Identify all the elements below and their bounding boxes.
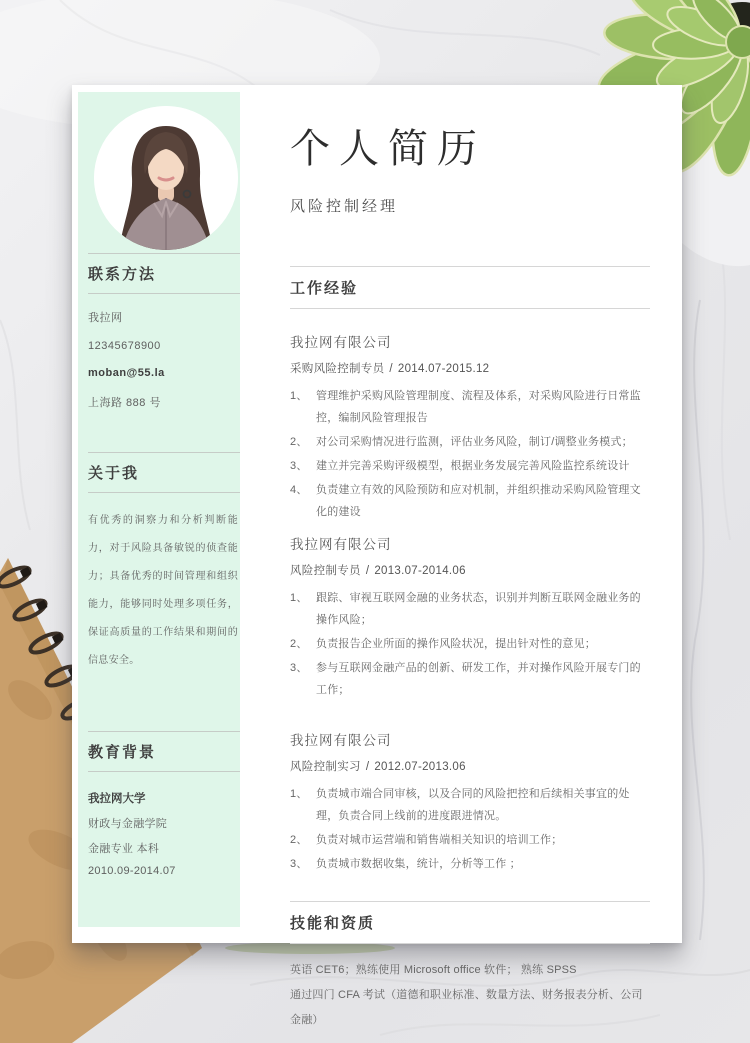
duty-list xyxy=(290,783,650,875)
role-period: 2013.07-2014.06 xyxy=(374,565,466,577)
job-entry xyxy=(290,729,650,875)
education-school: 我拉网大学 xyxy=(88,793,146,805)
education-heading: 教育背景 xyxy=(88,744,157,761)
divider xyxy=(290,308,650,309)
duty-item: 对公司采购情况进行监测，评估业务风险，制订/调整业务模式； xyxy=(316,436,633,448)
education-period: 2010.09-2014.07 xyxy=(88,865,176,877)
profile-photo xyxy=(94,106,238,250)
divider xyxy=(88,452,240,453)
duty-item: 跟踪、审视互联网金融的业务状态，识别并判断互联网金融业务的操作风险； xyxy=(316,592,641,626)
role-line xyxy=(290,562,650,578)
sidebar xyxy=(78,92,240,927)
divider xyxy=(88,731,240,732)
role-line xyxy=(290,360,650,376)
education-major: 金融专业 本科 xyxy=(88,843,160,855)
job-entry xyxy=(290,533,650,701)
duty-item: 负责城市端合同审核，以及合同的风险把控和后续相关事宜的处理，负责合同上线前的进度跟进情况。 xyxy=(316,788,630,822)
role-title: 风险控制专员 xyxy=(290,565,361,577)
divider xyxy=(290,901,650,902)
company-name: 我拉网有限公司 xyxy=(290,537,392,552)
company-name: 我拉网有限公司 xyxy=(290,335,392,350)
divider xyxy=(88,293,240,294)
role-separator: / xyxy=(365,761,370,773)
role-title: 风险控制实习 xyxy=(290,761,361,773)
role-title: 采购风险控制专员 xyxy=(290,363,385,375)
contact-address: 上海路 888 号 xyxy=(88,397,161,409)
duty-item: 参与互联网金融产品的创新、研发工作，并对操作风险开展专门的工作； xyxy=(316,662,641,696)
divider xyxy=(88,771,240,772)
about-heading: 关于我 xyxy=(88,465,140,482)
job-entry xyxy=(290,331,650,523)
contact-phone: 12345678900 xyxy=(88,340,161,352)
experience-heading: 工作经验 xyxy=(290,280,359,297)
divider xyxy=(290,266,650,267)
role-separator: / xyxy=(389,363,393,375)
skill-line: 英语 CET6；熟练使用 Microsoft office 软件； 熟练 SPSS xyxy=(290,964,577,976)
role-line xyxy=(290,758,650,774)
role-separator: / xyxy=(365,565,370,577)
contact-email: moban@55.la xyxy=(88,367,165,379)
divider xyxy=(290,943,650,944)
company-name: 我拉网有限公司 xyxy=(290,733,392,748)
avatar-illustration xyxy=(94,106,238,250)
duty-item: 建立并完善采购评级模型，根据业务发展完善风险监控系统设计 xyxy=(316,460,630,472)
sidebar-content xyxy=(78,253,240,877)
duty-item: 管理维护采购风险管理制度、流程及体系，对采购风险进行日常监控，编制风险管理报告 xyxy=(316,390,641,424)
duty-item: 负责对城市运营端和销售端相关知识的培训工作； xyxy=(316,834,563,846)
main-column xyxy=(290,85,650,1043)
divider xyxy=(88,492,240,493)
duty-list xyxy=(290,385,650,523)
duty-item: 负责城市数据收集，统计，分析等工作 ； xyxy=(316,858,521,870)
skills-heading: 技能和资质 xyxy=(290,915,376,932)
duty-list xyxy=(290,587,650,701)
role-period: 2014.07-2015.12 xyxy=(397,363,490,375)
contact-heading: 联系方法 xyxy=(88,266,157,283)
skills-block xyxy=(290,958,650,1033)
education-college: 财政与金融学院 xyxy=(88,818,168,830)
about-text: 有优秀的洞察力和分析判断能力，对于风险具备敏锐的侦查能力；具备优秀的时间管理和组织能力，能够同时处理多项任务，保证高质量的工作结果和期间的信息安全。 xyxy=(88,515,238,666)
page-title: 个人简历 xyxy=(290,127,486,171)
duty-item: 负责建立有效的风险预防和应对机制，并组织推动采购风险管理文化的建设 xyxy=(316,484,641,518)
skill-line: 通过四门 CFA 考试（道德和职业标准、数量方法、财务报表分析、公司金融） xyxy=(290,989,643,1026)
resume-paper xyxy=(72,85,682,1026)
duty-item: 负责报告企业所面的操作风险状况，提出针对性的意见； xyxy=(316,638,596,650)
job-target: 风险控制经理 xyxy=(290,198,399,215)
role-period: 2012.07-2013.06 xyxy=(374,761,466,773)
divider xyxy=(88,253,240,254)
contact-name: 我拉网 xyxy=(88,312,123,324)
